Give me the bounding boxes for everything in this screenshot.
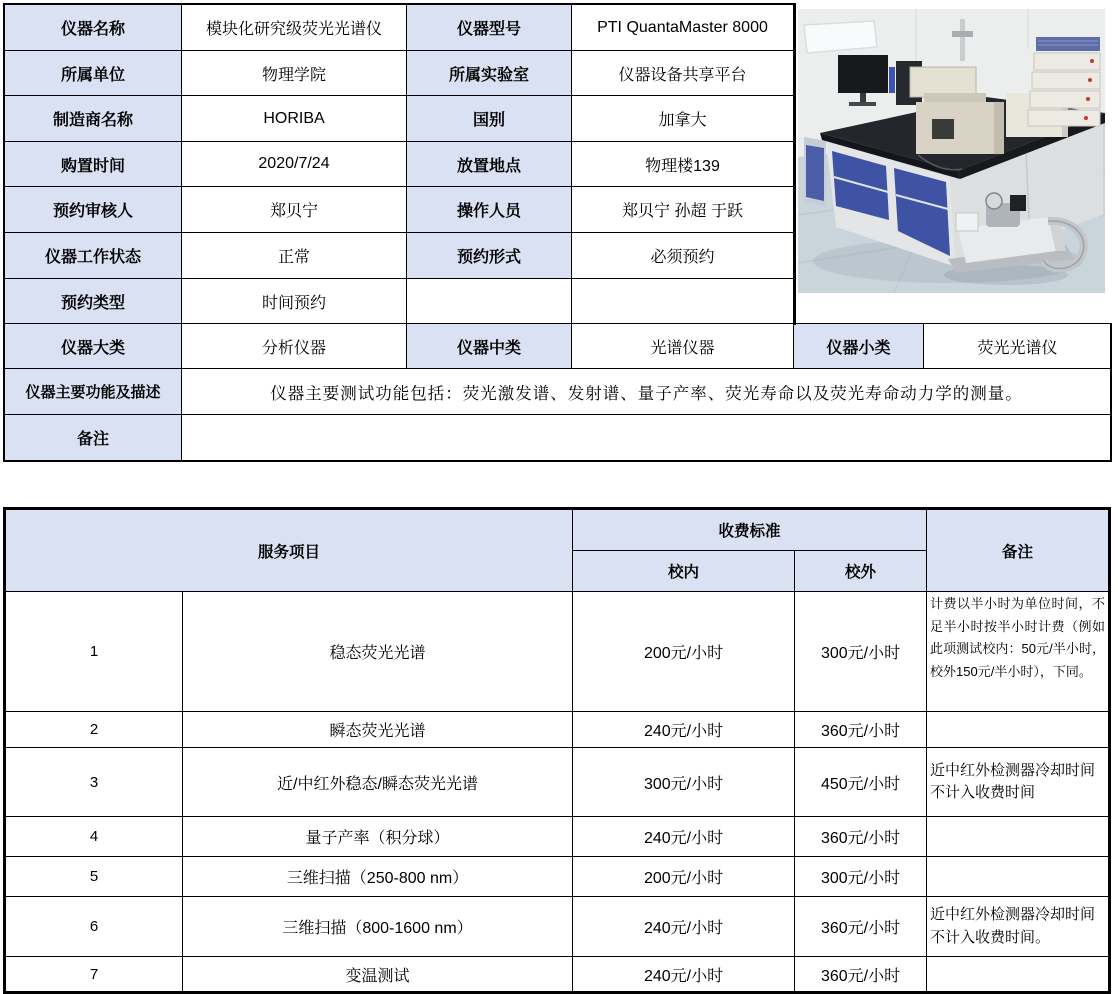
info-label-department: 所属单位 [5, 51, 182, 96]
price-internal-cell: 200元/小时 [573, 857, 795, 897]
price-row [6, 957, 1109, 992]
price-external-cell: 360元/小时 [795, 897, 927, 957]
info-label-mid-category: 仪器中类 [407, 324, 572, 369]
info-value-booking-form: 必须预约 [572, 233, 794, 279]
price-name-cell: 量子产率（积分球） [183, 817, 573, 857]
price-internal-cell: 300元/小时 [573, 748, 795, 817]
info-value-booking-type: 时间预约 [182, 279, 407, 324]
price-header-external: 校外 [795, 551, 927, 592]
outer-border [3, 460, 1112, 462]
info-value-reviewer: 郑贝宁 [182, 187, 407, 233]
price-internal-cell: 240元/小时 [573, 817, 795, 857]
outer-border [794, 3, 796, 325]
price-name-cell: 三维扫描（800-1600 nm） [183, 897, 573, 957]
price-table-wrap [3, 507, 1111, 994]
info-value-status: 正常 [182, 233, 407, 279]
price-name-cell: 三维扫描（250-800 nm） [183, 857, 573, 897]
info-value-operators: 郑贝宁 孙超 于跃 [572, 187, 794, 233]
category-row [5, 324, 1112, 369]
info-value-instrument-name: 模块化研究级荧光光谱仪 [182, 5, 407, 51]
price-external-cell: 300元/小时 [795, 857, 927, 897]
price-remark-cell [927, 817, 1109, 857]
info-label-booking-form: 预约形式 [407, 233, 572, 279]
price-no-cell: 7 [6, 957, 183, 992]
price-no-cell: 5 [6, 857, 183, 897]
price-external-cell: 300元/小时 [795, 592, 927, 712]
price-row [6, 748, 1109, 817]
info-label-sub-category: 仪器小类 [794, 324, 924, 369]
price-remark-cell [927, 857, 1109, 897]
price-external-cell: 360元/小时 [795, 817, 927, 857]
note-row [5, 415, 1112, 461]
price-no-cell: 2 [6, 712, 183, 748]
info-value-location: 物理楼139 [572, 142, 794, 187]
info-value-model: PTI QuantaMaster 8000 [572, 5, 794, 51]
info-value-lab: 仪器设备共享平台 [572, 51, 794, 96]
service-price-table [5, 509, 1109, 992]
price-remark-cell [927, 957, 1109, 992]
price-remark-cell [927, 712, 1109, 748]
price-internal-cell: 240元/小时 [573, 957, 795, 992]
price-row [6, 817, 1109, 857]
outer-border [3, 3, 796, 5]
price-no-cell: 4 [6, 817, 183, 857]
info-value-purchase-date: 2020/7/24 [182, 142, 407, 187]
info-value-mid-category: 光谱仪器 [572, 324, 794, 369]
info-value-department: 物理学院 [182, 51, 407, 96]
price-internal-cell: 200元/小时 [573, 592, 795, 712]
photo-cell [794, 5, 1112, 324]
price-external-cell: 360元/小时 [795, 957, 927, 992]
price-remark-cell: 近中红外检测器冷却时间不计入收费时间 [927, 748, 1109, 817]
description-row [5, 369, 1112, 415]
price-no-cell: 1 [6, 592, 183, 712]
outer-border [3, 3, 5, 462]
price-header-internal: 校内 [573, 551, 795, 592]
info-label-country: 国别 [407, 96, 572, 142]
price-header-standard: 收费标准 [573, 510, 927, 551]
price-row [6, 712, 1109, 748]
price-header-remark: 备注 [927, 510, 1109, 592]
info-label-note: 备注 [5, 415, 182, 461]
outer-border [1110, 324, 1112, 462]
price-name-cell: 近/中红外稳态/瞬态荧光光谱 [183, 748, 573, 817]
price-header-row [6, 510, 1109, 551]
info-label-operators: 操作人员 [407, 187, 572, 233]
info-label-reviewer: 预约审核人 [5, 187, 182, 233]
info-label-model: 仪器型号 [407, 5, 572, 51]
price-row [6, 897, 1109, 957]
info-label-instrument-name: 仪器名称 [5, 5, 182, 51]
info-label-booking-type: 预约类型 [5, 279, 182, 324]
info-value-sub-category: 荧光光谱仪 [924, 324, 1112, 369]
price-external-cell: 360元/小时 [795, 712, 927, 748]
price-row [6, 592, 1109, 712]
info-label-lab: 所属实验室 [407, 51, 572, 96]
info-value-description: 仪器主要测试功能包括：荧光激发谱、发射谱、量子产率、荧光寿命以及荧光寿命动力学的测量。 [182, 369, 1112, 415]
price-no-cell: 6 [6, 897, 183, 957]
price-no-cell: 3 [6, 748, 183, 817]
info-label-description: 仪器主要功能及描述 [5, 369, 182, 415]
price-name-cell: 瞬态荧光光谱 [183, 712, 573, 748]
price-row [6, 857, 1109, 897]
info-row [5, 5, 1112, 51]
price-internal-cell: 240元/小时 [573, 897, 795, 957]
info-empty-cell [572, 279, 794, 324]
info-label-status: 仪器工作状态 [5, 233, 182, 279]
instrument-info-table [4, 4, 1112, 461]
instrument-photo [798, 9, 1105, 293]
price-remark-cell: 近中红外检测器冷却时间不计入收费时间。 [927, 897, 1109, 957]
price-external-cell: 450元/小时 [795, 748, 927, 817]
price-name-cell: 稳态荧光光谱 [183, 592, 573, 712]
info-value-note [182, 415, 1112, 461]
price-internal-cell: 240元/小时 [573, 712, 795, 748]
price-header-service: 服务项目 [6, 510, 573, 592]
price-remark-cell: 计费以半小时为单位时间，不足半小时按半小时计费（例如此项测试校内：50元/半小时，校外150元/半小时），下同。 [927, 592, 1109, 712]
info-label-major-category: 仪器大类 [5, 324, 182, 369]
info-label-purchase-date: 购置时间 [5, 142, 182, 187]
info-empty-cell [407, 279, 572, 324]
info-value-manufacturer: HORIBA [182, 96, 407, 142]
info-label-location: 放置地点 [407, 142, 572, 187]
price-name-cell: 变温测试 [183, 957, 573, 992]
info-value-major-category: 分析仪器 [182, 324, 407, 369]
info-label-manufacturer: 制造商名称 [5, 96, 182, 142]
info-value-country: 加拿大 [572, 96, 794, 142]
